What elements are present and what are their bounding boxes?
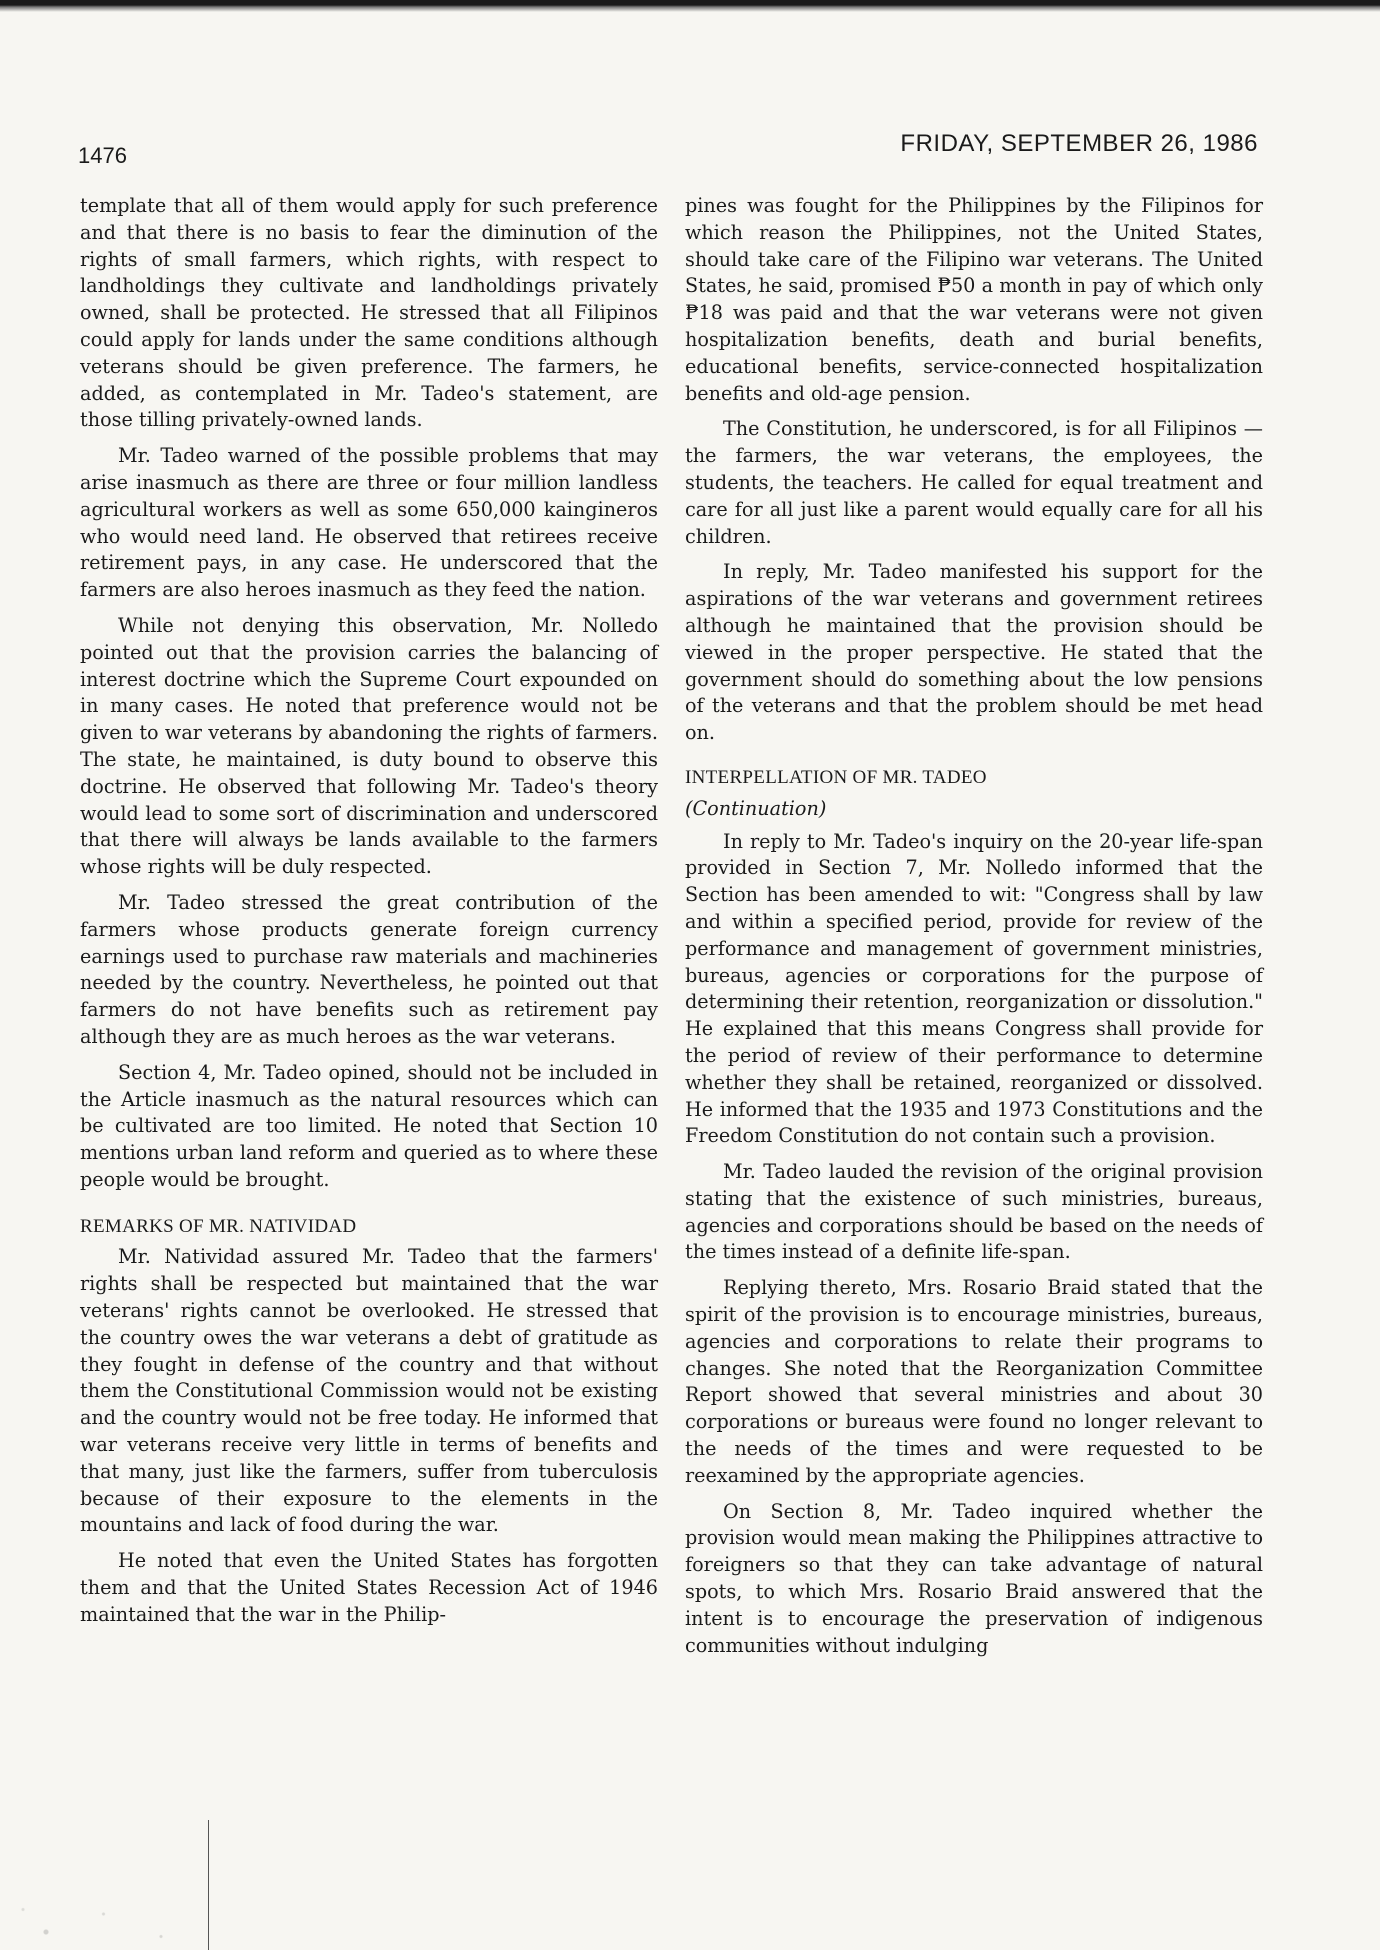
paragraph: Mr. Tadeo stressed the great contribution of the farmers whose products generate foreign currency earnings used to purchase raw materials and machineries needed by the country. Nevertheless, he pointed out that farmers do not have benefits such as retirement pay although they are as much heroes as the war veterans. — [80, 890, 658, 1048]
page-date: FRIDAY, SEPTEMBER 26, 1986 — [900, 130, 1258, 157]
paragraph: In reply, Mr. Tadeo manifested his support for the aspirations of the war veterans and government retirees although he maintained that the provision should be viewed in the proper perspective. He stated that the government should do something about the low pensions of the veterans and that the problem should be met head on. — [685, 560, 1263, 745]
left-column — [80, 193, 658, 1638]
paragraph: In reply to Mr. Tadeo's inquiry on the 20-year life-span provided in Section 7, Mr. Nolledo informed that the Section has been amended to wit: "Congress shall by law and within a specified period, provide for review of the performance and management of government ministries, bureaus, agencies or corporations for the purpose of determining their retention, reorganization or dissolution." He explained that this means Congress shall provide for the period of review of their performance to determine whether they shall be retained, reorganized or dissolved. He informed that the 1935 and 1973 Constitutions and the Freedom Constitution do not contain such a provision. — [685, 829, 1263, 1148]
paragraph: Mr. Tadeo warned of the possible problems that may arise inasmuch as there are three or four million landless agricultural workers as well as some 650,000 kaingineros who would need land. He observed that retirees receive retirement pays, in any case. He underscored that the farmers are also heroes inasmuch as they feed the nation. — [80, 444, 658, 602]
top-border-rule — [0, 0, 1380, 12]
section-heading: REMARKS OF MR. NATIVIDAD — [80, 1215, 357, 1237]
paragraph: template that all of them would apply for such preference and that there is no basis to fear the diminution of the rights of small farmers, which rights, with respect to landholdings they cultivate and landholdings privately owned, shall be protected. He stressed that all Filipinos could apply for lands under the same conditions although veterans should be given preference. The farmers, he added, as contemplated in Mr. Tadeo's statement, are those tilling privately-owned lands. — [80, 194, 658, 432]
paragraph: Mr. Natividad assured Mr. Tadeo that the farmers' rights shall be respected but maintained that the war veterans' rights cannot be overlooked. He stressed that the country owes the war veterans a debt of gratitude as they fought in defense of the country and that without them the Constitutional Commission would not be existing and the country would not be free today. He informed that war veterans receive very little in terms of benefits and that many, just like the farmers, suffer from tuberculosis because of their exposure to the elements in the mountains and lack of food during the war. — [80, 1245, 658, 1537]
paragraph: While not denying this observation, Mr. Nolledo pointed out that the provision carries the balancing of interest doctrine which the Supreme Court expounded on in many cases. He noted that preference would not be given to war veterans by abandoning the rights of farmers. The state, he maintained, is duty bound to observe this doctrine. He observed that following Mr. Tadeo's theory would lead to some sort of discrimination and underscored that there will always be lands available to the farmers whose rights will be duly respected. — [80, 613, 658, 879]
paragraph: Replying thereto, Mrs. Rosario Braid stated that the spirit of the provision is to encourage ministries, bureaus, agencies and corporations to relate their programs to changes. She noted that the Reorganization Committee Report showed that several ministries and about 30 corporations or bureaus were found no longer relevant to the needs of the times and were requested to be reexamined by the appropriate agencies. — [685, 1276, 1263, 1487]
paragraph: Section 4, Mr. Tadeo opined, should not be included in the Article inasmuch as the natural resources which can be cultivated are too limited. He noted that Section 10 mentions urban land reform and queried as to where these people would be brought. — [80, 1060, 658, 1191]
paragraph: He noted that even the United States has forgotten them and that the United States Recession Act of 1946 maintained that the war in the Philip- — [80, 1549, 658, 1626]
scan-noise — [0, 1860, 230, 1950]
paragraph: The Constitution, he underscored, is for all Filipinos — the farmers, the war veterans, the employees, the students, the teachers. He called for equal treatment and care for all just like a parent would equally care for all his children. — [685, 417, 1263, 548]
section-heading: INTERPELLATION OF MR. TADEO — [685, 766, 987, 788]
binding-line — [208, 1820, 209, 1950]
paragraph: pines was fought for the Philippines by the Filipinos for which reason the Philippines, not the United States, should take care of the Filipino war veterans. The United States, he said, promised ₱50 a month in pay of which only ₱18 was paid and that the war veterans were not given hospitalization benefits, death and burial benefits, educational benefits, service-connected hospitalization benefits and old-age pension. — [685, 194, 1263, 405]
paragraph: On Section 8, Mr. Tadeo inquired whether the provision would mean making the Philippines attractive to foreigners so that they can take advantage of natural spots, to which Mrs. Rosario Braid answered that the intent is to encourage the preservation of indigenous communities without indulging — [685, 1499, 1263, 1657]
right-column — [685, 193, 1263, 1668]
page-number: 1476 — [78, 143, 127, 168]
paragraph: Mr. Tadeo lauded the revision of the original provision stating that the existence of such ministries, bureaus, agencies and corporations should be based on the needs of the times instead of a definite life-span. — [685, 1160, 1263, 1264]
section-subheading: (Continuation) — [685, 796, 827, 820]
